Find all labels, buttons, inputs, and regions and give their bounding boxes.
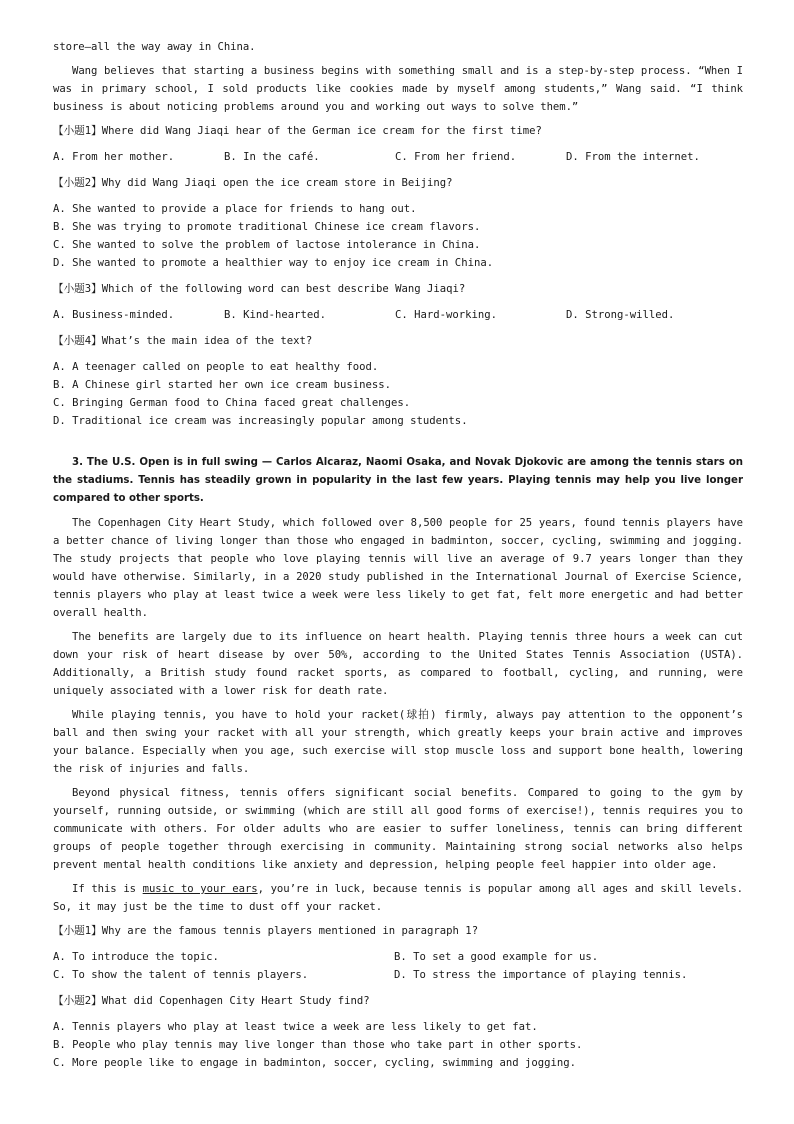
question-stem: 【小题1】Where did Wang Jiaqi hear of the German ice cream for the first time? (53, 125, 542, 137)
passage3-paragraph: While playing tennis, you have to hold your racket(球拍) firmly, always pay attention to the opponent’s ball and then swing your racket with all your strength, which greatly keeps your brain active and improves your balance. Especially when you age, such exercise will stop muscle loss and support bone health, lowering the risk of injuries and falls. (53, 709, 743, 775)
passage3-heading: 3. The U.S. Open is in full swing — Carlos Alcaraz, Naomi Osaka, and Novak Djokovic are among the tennis stars on the stadiums. Tennis has steadily grown in popularity in the last few years. Playing tennis may help you live longer compared to other sports. (53, 457, 743, 504)
option-a: A. She wanted to provide a place for friends to hang out. (53, 203, 417, 215)
question-stem: 【小题2】What did Copenhagen City Heart Study find? (53, 995, 370, 1007)
question-label: 【小题3】 (53, 283, 102, 295)
option-c: C. Bringing German food to China faced great challenges. (53, 397, 411, 409)
option-b: B. Kind-hearted. (224, 309, 327, 321)
option-row (53, 948, 743, 966)
passage3-paragraph: The Copenhagen City Heart Study, which followed over 8,500 people for 25 years, found tennis players have a better chance of living longer than those who engaged in badminton, soccer, cycling, swimming and jogging. The study projects that people who love playing tennis will live an average of 9.7 years longer than they would have otherwise. Similarly, in a 2020 study published in the International Journal of Exercise Science, tennis players who play at least twice a week were less likely to get fat, felt more energetic and had better overall health. (53, 517, 743, 619)
passage3-paragraph: Beyond physical fitness, tennis offers significant social benefits. Compared to going to the gym by yourself, running outside, or swimming (which are still all good forms of exercise!), tennis requires you to communicate with others. For older adults who are easier to suffer loneliness, tennis can bring different groups of people together through exercising in community. Maintaining strong social networks also helps prevent mental health conditions like anxiety and depression, helping people feel happier into older age. (53, 787, 743, 871)
question-label: 【小题1】 (53, 925, 102, 937)
question-stem: 【小题1】Why are the famous tennis players mentioned in paragraph 1? (53, 925, 479, 937)
option-b: B. In the café. (224, 151, 320, 163)
option-c: C. From her friend. (395, 151, 517, 163)
option-a: A. From her mother. (53, 151, 175, 163)
passage3-last-paragraph: If this is music to your ears, you’re in luck, because tennis is popular among all ages and skill levels. So, it may just be the time to dust off your racket. (53, 883, 744, 913)
question-stem: 【小题2】Why did Wang Jiaqi open the ice cream store in Beijing? (53, 177, 453, 189)
option-c: C. More people like to engage in badminton, soccer, cycling, swimming and jogging. (53, 1057, 576, 1069)
document-page (53, 38, 743, 1072)
question-stem: 【小题4】What’s the main idea of the text? (53, 335, 313, 347)
option-d: D. From the internet. (566, 151, 700, 163)
underlined-phrase: music to your ears (142, 883, 258, 895)
passage3-paragraph: The benefits are largely due to its influence on heart health. Playing tennis three hours a week can cut down your risk of heart disease by over 50%, according to the United States Tennis Association (USTA). Additionally, a British study found racket sports, as compared to football, cycling, and running, were uniquely associated with a lower risk for death rate. (53, 631, 743, 697)
question-label: 【小题1】 (53, 125, 102, 137)
option-b: B. She was trying to promote traditional Chinese ice cream flavors. (53, 221, 481, 233)
option-b: B. People who play tennis may live longer than those who take part in other sports. (53, 1039, 583, 1051)
option-b: B. A Chinese girl started her own ice cream business. (53, 379, 392, 391)
option-d: D. She wanted to promote a healthier way to enjoy ice cream in China. (53, 257, 494, 269)
passage2-tail: store—all the way away in China. (53, 41, 256, 53)
option-c: C. Hard-working. (395, 309, 498, 321)
option-d: D. To stress the importance of playing tennis. (394, 969, 688, 981)
option-b: B. To set a good example for us. (394, 951, 599, 963)
option-row (53, 966, 743, 984)
option-a: A. A teenager called on people to eat healthy food. (53, 361, 379, 373)
passage2-paragraph-wang: Wang believes that starting a business begins with something small and is a step-by-step process. “When I was in primary school, I sold products like cookies made by myself among students,” Wang said. “I think business is about noticing problems around you and working out ways to solve them.” (53, 65, 743, 113)
option-d: D. Traditional ice cream was increasingly popular among students. (53, 415, 468, 427)
option-row (53, 148, 743, 166)
question-label: 【小题2】 (53, 995, 102, 1007)
question-label: 【小题2】 (53, 177, 102, 189)
option-c: C. She wanted to solve the problem of lactose intolerance in China. (53, 239, 481, 251)
question-label: 【小题4】 (53, 335, 102, 347)
question-stem: 【小题3】Which of the following word can best describe Wang Jiaqi? (53, 283, 466, 295)
option-d: D. Strong-willed. (566, 309, 675, 321)
option-a: A. Business-minded. (53, 309, 175, 321)
option-a: A. Tennis players who play at least twice a week are less likely to get fat. (53, 1021, 538, 1033)
option-c: C. To show the talent of tennis players. (53, 969, 309, 981)
option-row (53, 306, 743, 324)
option-a: A. To introduce the topic. (53, 951, 219, 963)
